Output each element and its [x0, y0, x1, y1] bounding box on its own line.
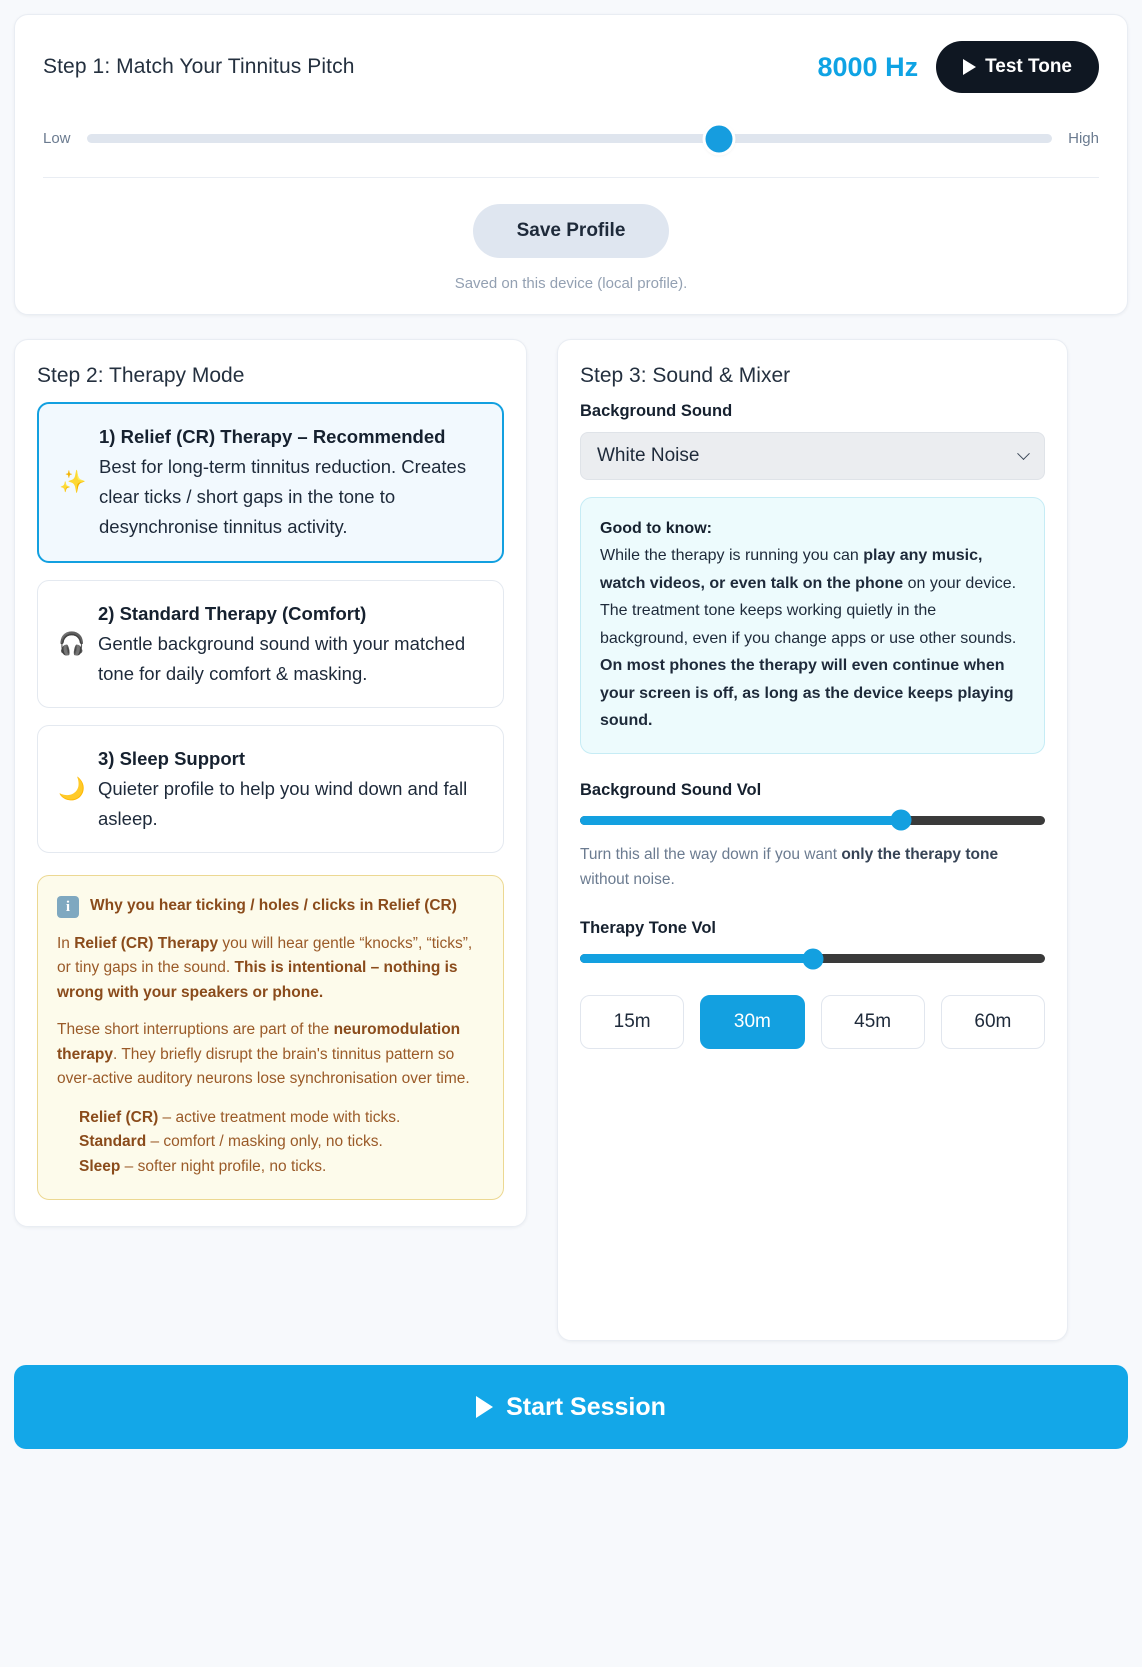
test-tone-button[interactable]	[936, 41, 1099, 93]
background-volume-slider[interactable]	[580, 816, 1045, 825]
mode-summary-text: – active treatment mode with ticks.	[158, 1108, 401, 1126]
note-paragraph-1	[57, 932, 484, 1005]
good-to-know-note	[580, 497, 1045, 754]
background-volume-label: Background Sound Vol	[580, 780, 762, 799]
therapy-mode-name: 2) Standard Therapy (Comfort)	[98, 602, 367, 624]
therapy-mode-description: Gentle background sound with your matched tone for daily comfort & masking.	[98, 632, 466, 684]
save-area	[43, 178, 1099, 292]
mode-summary-term: Relief (CR)	[79, 1108, 159, 1126]
pitch-high-label: High	[1068, 130, 1099, 147]
start-session-button[interactable]	[14, 1365, 1128, 1449]
good-to-know-title: Good to know:	[600, 520, 712, 537]
gtk-t1: While the therapy is running you can	[600, 547, 864, 565]
note-p1-c: you will hear gentle “knocks”, “ticks”, or tiny gaps in the sound.	[57, 934, 473, 977]
duration-button[interactable]: 45m	[821, 995, 925, 1049]
note-p1-a: In	[57, 934, 75, 952]
test-tone-label: Test Tone	[985, 56, 1072, 77]
pitch-slider-row	[43, 130, 1099, 147]
therapy-mode-option[interactable]	[37, 580, 504, 708]
step3-title: Step 3: Sound & Mixer	[580, 364, 791, 387]
therapy-mode-description: Quieter profile to help you wind down and fall asleep.	[98, 778, 468, 830]
note-p2-b: neuromodulation therapy	[57, 1021, 461, 1063]
moon-icon: 🌙	[58, 776, 86, 802]
save-profile-button[interactable]: Save Profile	[473, 204, 670, 258]
bg-hint-b: only the therapy tone	[841, 845, 999, 863]
therapy-mode-list	[37, 402, 504, 853]
therapy-mode-description: Best for long-term tinnitus reduction. Creates clear ticks / short gaps in the tone to desynchronise tinnitus activity.	[99, 456, 467, 538]
mode-summary-item	[79, 1155, 484, 1179]
bg-hint-c: without noise.	[580, 870, 675, 888]
background-sound-value: White Noise	[597, 445, 700, 466]
step3-card	[557, 339, 1068, 1341]
play-icon	[963, 59, 976, 75]
gtk-b1: play any music, watch videos, or even talk on the phone	[600, 547, 983, 592]
chevron-down-icon	[1017, 447, 1030, 460]
duration-button[interactable]: 15m	[580, 995, 684, 1049]
therapy-mode-option[interactable]	[37, 402, 504, 563]
headphones-icon: 🎧	[58, 630, 86, 656]
note-paragraph-2	[57, 1018, 484, 1091]
duration-button[interactable]: 60m	[941, 995, 1045, 1049]
mode-summary-text: – softer night profile, no ticks.	[120, 1157, 327, 1175]
note-title: Why you hear ticking / holes / clicks in Relief (CR)	[90, 897, 457, 915]
pitch-low-label: Low	[43, 130, 71, 147]
gtk-t2: on your device. The treatment tone keeps working quietly in the background, even if you change apps or use other sounds.	[600, 574, 1017, 647]
therapy-tone-volume-label: Therapy Tone Vol	[580, 919, 716, 938]
step2-title: Step 2: Therapy Mode	[37, 364, 245, 387]
therapy-mode-body	[98, 744, 483, 834]
duration-button[interactable]: 30m	[700, 995, 804, 1049]
frequency-controls	[818, 41, 1100, 93]
mode-summary-item	[79, 1130, 484, 1154]
gtk-b2: On most phones the therapy will even continue when your screen is off, as long as the device keeps playing sound.	[600, 657, 1014, 730]
therapy-mode-body	[98, 599, 483, 689]
note-p2-c: . They briefly disrupt the brain's tinnitus pattern so over-active auditory neurons lose synchronisation over time.	[57, 1045, 470, 1088]
therapy-mode-name: 1) Relief (CR) Therapy – Recommended	[99, 426, 446, 447]
background-volume-thumb[interactable]	[890, 810, 911, 831]
pitch-slider[interactable]	[87, 134, 1053, 143]
sparkles-icon: ✨	[59, 469, 87, 495]
therapy-mode-name: 3) Sleep Support	[98, 747, 245, 769]
start-session-label: Start Session	[506, 1392, 666, 1421]
note-p1-b: Relief (CR) Therapy	[74, 934, 219, 952]
duration-selector	[580, 995, 1045, 1049]
background-volume-fill	[580, 816, 901, 825]
background-sound-select[interactable]	[580, 432, 1045, 480]
step1-title: Step 1: Match Your Tinnitus Pitch	[43, 55, 355, 78]
relief-explainer-note	[37, 875, 504, 1200]
mode-summary-term: Standard	[79, 1133, 147, 1151]
mode-summary-text: – comfort / masking only, no ticks.	[146, 1133, 383, 1151]
therapy-mode-body	[99, 422, 482, 543]
good-to-know-text	[600, 542, 1025, 735]
note-p1-d: This is intentional – nothing is wrong with your speakers or phone.	[57, 959, 458, 1001]
mode-summary-item	[79, 1106, 484, 1130]
frequency-value: 8000 Hz	[817, 51, 919, 82]
step1-header	[43, 41, 1099, 93]
play-icon	[476, 1396, 493, 1418]
therapy-mode-option[interactable]	[37, 725, 504, 853]
bg-hint-a: Turn this all the way down if you want	[580, 845, 842, 863]
background-sound-label: Background Sound	[580, 402, 733, 420]
note-p2-a: These short interruptions are part of the	[57, 1021, 334, 1039]
mode-summary-term: Sleep	[79, 1157, 121, 1175]
therapy-tone-volume-fill	[580, 954, 813, 963]
step1-card	[14, 14, 1128, 315]
background-volume-hint	[580, 843, 1045, 893]
save-profile-note: Saved on this device (local profile).	[454, 275, 688, 292]
therapy-tone-volume-thumb[interactable]	[802, 948, 823, 969]
mode-summary-list	[57, 1106, 484, 1179]
info-icon: i	[57, 896, 79, 918]
step2-card	[14, 339, 527, 1227]
pitch-slider-thumb[interactable]	[706, 125, 733, 152]
main-columns	[14, 339, 1128, 1341]
therapy-tone-volume-slider[interactable]	[580, 954, 1045, 963]
